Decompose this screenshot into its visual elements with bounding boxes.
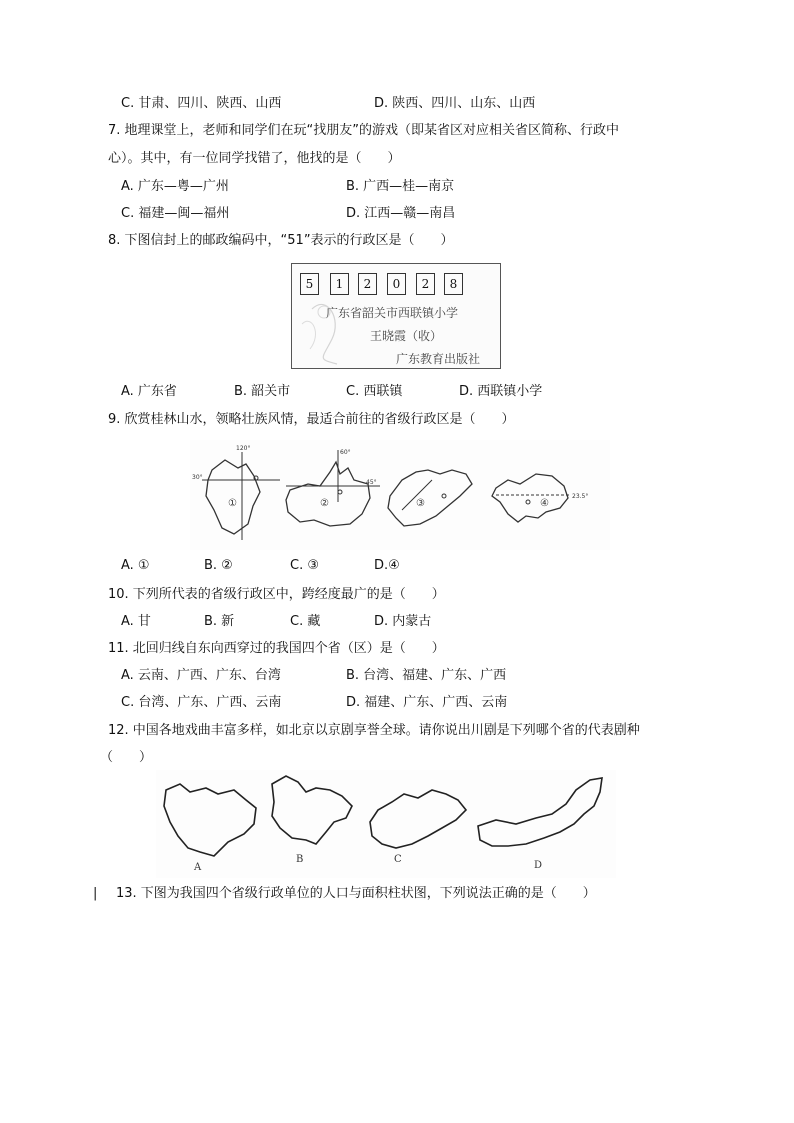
q7-option-b: B. 广西—桂—南京 <box>346 179 455 194</box>
q8-option-d: D. 西联镇小学 <box>459 384 543 399</box>
svg-text:D: D <box>534 860 543 871</box>
svg-text:B: B <box>296 854 304 865</box>
q7-option-d: D. 江西—赣—南昌 <box>346 206 456 221</box>
q12-stem-line2: （ ） <box>100 750 153 765</box>
q9-stem: 9. 欣赏桂林山水，领略壮族风情，最适合前往的省级行政区是（ ） <box>108 412 515 427</box>
q9-option-c: C. ③ <box>290 558 319 573</box>
svg-text:④: ④ <box>540 498 549 509</box>
q11-option-d: D. 福建、广东、广西、云南 <box>346 695 508 710</box>
svg-text:60°: 60° <box>340 449 351 456</box>
q8-option-b: B. 韶关市 <box>234 384 291 399</box>
q12-stem-line1: 12. 中国各地戏曲丰富多样，如北京以京剧享誉全球。请你说出川剧是下列哪个省的代表剧种 <box>108 723 640 738</box>
province-silhouettes-figure <box>156 770 616 878</box>
q7-stem-line1: 7. 地理课堂上，老师和同学们在玩“找朋友”的游戏（即某省区对应相关省区简称、行政中 <box>108 123 620 138</box>
q9-option-a: A. ① <box>121 558 150 573</box>
q13-margin-marker: | <box>93 886 98 901</box>
svg-text:C: C <box>394 854 402 865</box>
q8-stem: 8. 下图信封上的邮政编码中，“51”表示的行政区是（ ） <box>108 233 454 248</box>
q13-stem: 13. 下图为我国四个省级行政单位的人口与面积柱状图，下列说法正确的是（ ） <box>116 886 596 901</box>
province-outline-figure <box>190 440 610 550</box>
svg-text:120°: 120° <box>236 445 251 452</box>
postcode-box-1: 5 <box>300 273 319 295</box>
q10-option-a: A. 甘 <box>121 614 151 629</box>
postcode-box-6: 8 <box>444 273 463 295</box>
postcode-box-3: 2 <box>358 273 377 295</box>
q11-option-b: B. 台湾、福建、广东、广西 <box>346 668 507 683</box>
envelope-figure <box>291 263 501 369</box>
q8-option-c: C. 西联镇 <box>346 384 403 399</box>
q10-option-b: B. 新 <box>204 614 235 629</box>
svg-text:②: ② <box>320 498 329 509</box>
svg-text:A: A <box>194 862 202 873</box>
q9-option-b: B. ② <box>204 558 233 573</box>
q10-option-d: D. 内蒙古 <box>374 614 432 629</box>
q7-option-a: A. 广东—粤—广州 <box>121 179 229 194</box>
svg-text:30°: 30° <box>192 474 203 481</box>
envelope-sender: 广东教育出版社 <box>396 352 481 366</box>
postcode-box-5: 2 <box>416 273 435 295</box>
postcode-box-2: 1 <box>330 273 349 295</box>
q11-option-a: A. 云南、广西、广东、台湾 <box>121 668 281 683</box>
q10-option-c: C. 藏 <box>290 614 321 629</box>
postcode-box-4: 0 <box>387 273 406 295</box>
svg-text:23.5°: 23.5° <box>572 493 589 500</box>
q6-option-d: D. 陕西、四川、山东、山西 <box>374 96 536 111</box>
q8-option-a: A. 广东省 <box>121 384 177 399</box>
q9-option-d: D.④ <box>374 558 400 573</box>
envelope-address: 广东省韶关市西联镇小学 <box>326 306 459 320</box>
q7-stem-line2: 心）。其中，有一位同学找错了，他找的是（ ） <box>108 151 401 166</box>
svg-text:45°: 45° <box>366 479 377 486</box>
q6-option-c: C. 甘肃、四川、陕西、山西 <box>121 96 282 111</box>
q11-stem: 11. 北回归线自东向西穿过的我国四个省（区）是（ ） <box>108 641 445 656</box>
q10-stem: 10. 下列所代表的省级行政区中，跨经度最广的是（ ） <box>108 587 445 602</box>
svg-text:③: ③ <box>416 498 425 509</box>
svg-text:①: ① <box>228 498 237 509</box>
q7-option-c: C. 福建—闽—福州 <box>121 206 230 221</box>
envelope-recipient: 王晓霞（收） <box>370 329 443 343</box>
q11-option-c: C. 台湾、广东、广西、云南 <box>121 695 282 710</box>
